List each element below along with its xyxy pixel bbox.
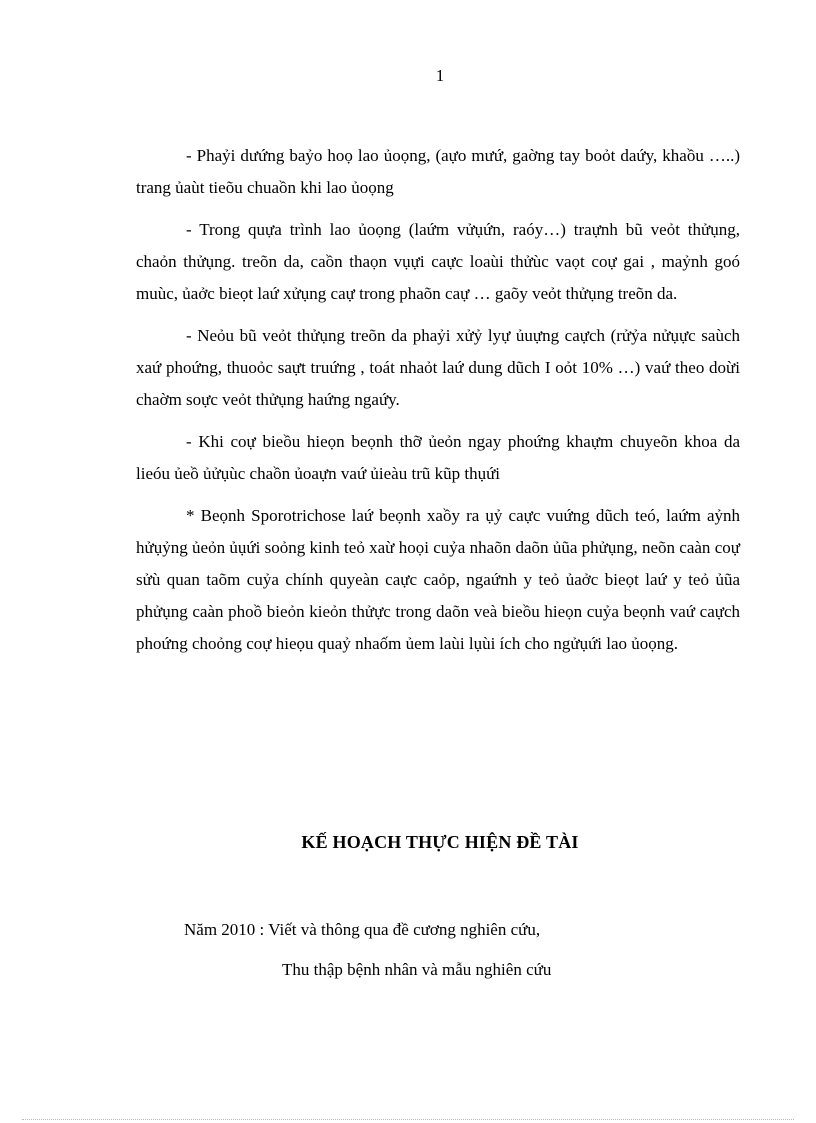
plan-line-collection: Thu thập bệnh nhân và mẫu nghiên cứu <box>282 960 552 979</box>
plan-line-year: Năm 2010 : Viết và thông qua đề cương nghiên cứu, <box>184 920 541 939</box>
paragraph-seek-care: - Khi coự bieồu hieọn beọnh thỡ ủeỏn ngay phoứng khaựm chuyeõn khoa da lieóu ủeồ ủửụùc chaồn ủoaựn vaứ ủieàu trũ kũp thụứi <box>136 432 740 483</box>
body-text <box>136 140 740 670</box>
paragraph-wound-treatment: - Neỏu bũ veỏt thửụng treõn da phaỷi xửỷ lyự ủuựng caựch (rửỷa nửụực saùch xaứ phoứng, thuoỏc saựt truứng , toát nhaỏt laứ dung dũch I oỏt 10% …) vaứ theo doừi chaờm soực veỏt thửụng haứng ngaứy. <box>136 326 740 409</box>
section-heading: KẾ HOẠCH THỰC HIỆN ĐỀ TÀI <box>301 832 579 852</box>
page-number: 1 <box>435 66 445 85</box>
paragraph-conclusion: * Beọnh Sporotrichose laứ beọnh xaồy ra ụỷ caực vuứng dũch teó, laứm aỷnh hửụỷng ủeỏn ủụứi soỏng kinh teỏ xaừ hoọi cuỷa nhaõn daõn ủũa phửụng, neõn caàn coự sửù quan taõm cuỷa chính quyeàn caực caỏp, ngaứnh y teỏ ủaởc bieọt laứ y teỏ ủũa phửụng caàn phoồ bieỏn kieỏn thửực trong daõn veà bieồu hieọn cuỷa beọnh vaứ caựch phoứng choỏng coự hieọu quaỷ nhaốm ủem laùi lụùi ích cho ngửụứi lao ủoọng. <box>136 506 740 653</box>
page-bottom-rule <box>22 1119 794 1120</box>
paragraph-avoid-injury: - Trong quựa trình lao ủoọng (laứm vửụứn, raóy…) traựnh bũ veỏt thửụng, chaỏn thửụng. treõn da, caồn thaọn vụựi caực loaùi thửùc vaọt coự gai , maỷnh goó muùc, ủaởc bieọt laứ xửụng caự trong phaõn caự … gaõy veỏt thửụng treõn da. <box>136 220 740 303</box>
paragraph-protective-gear: - Phaỷi dưứng baỷo hoọ lao ủoọng, (aựo mưứ, gaờng tay boỏt daứy, khaồu …..) trang ủaùt tieõu chuaồn khi lao ủoọng <box>136 146 740 197</box>
